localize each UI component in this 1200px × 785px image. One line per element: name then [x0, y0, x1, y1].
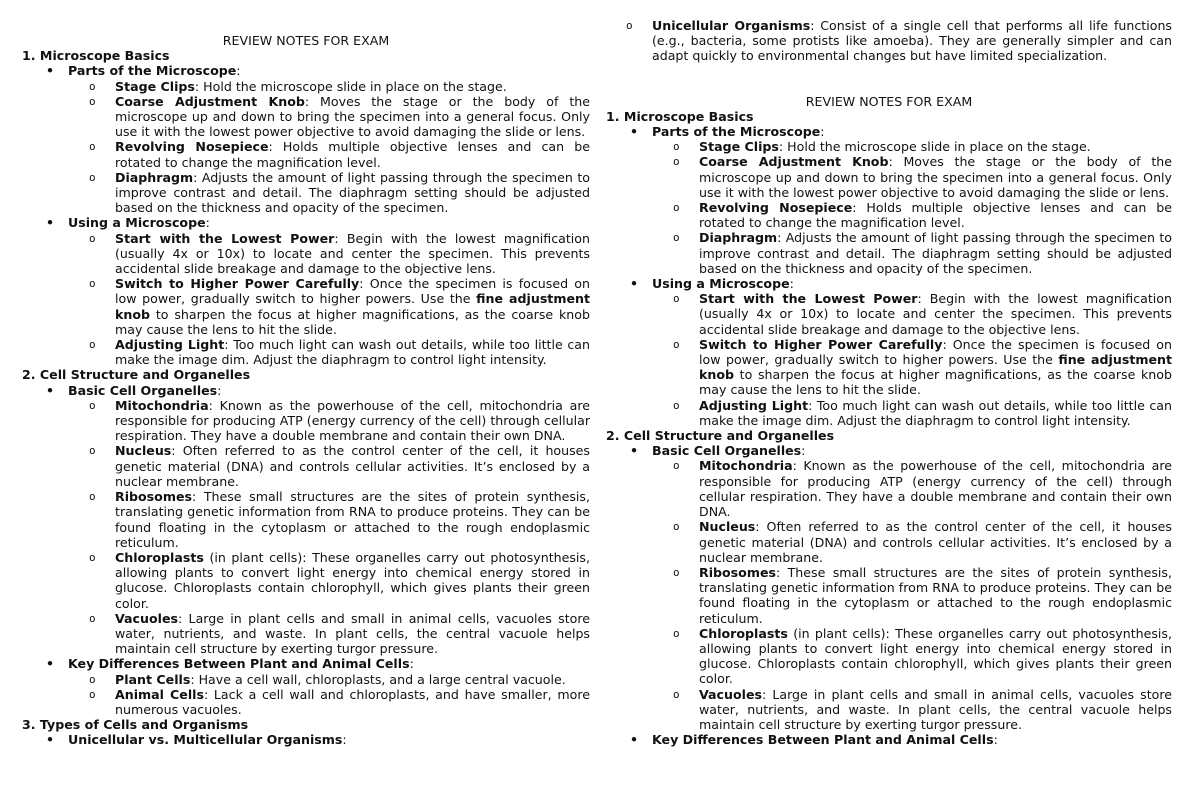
- list-item: [68, 170, 590, 216]
- definition: : Known as the powerhouse of the cell, mitochondria are responsible for producing ATP (energy currency of the cell) through cellular respiration. They have a double membrane and contain their own DNA.: [699, 458, 1172, 520]
- term: Start with the Lowest Power: [115, 230, 335, 246]
- list-item: [68, 550, 590, 611]
- term: Ribosomes: [115, 489, 192, 505]
- term: Adjusting Light: [699, 397, 809, 413]
- term-inline: fine adjustment knob: [699, 352, 1172, 383]
- term: Chloroplasts: [699, 625, 788, 641]
- list-item: [606, 276, 1172, 428]
- definition: : Hold the microscope slide in place on the stage.: [194, 78, 507, 94]
- subheading: Basic Cell Organelles: [68, 382, 218, 398]
- subheading: Key Differences Between Plant and Animal Cells: [652, 732, 994, 748]
- bullet-list: [22, 63, 590, 367]
- bullet-list: [606, 124, 1172, 428]
- list-item: [652, 565, 1172, 626]
- section-heading: 2. Cell Structure and Organelles: [606, 428, 835, 444]
- section-heading: 3. Types of Cells and Organisms: [22, 717, 249, 733]
- list-item: [652, 230, 1172, 276]
- definition: : Adjusts the amount of light passing through the specimen to improve contrast and detail. The diaphragm setting should be adjusted based on the thickness and opacity of the specimen.: [115, 169, 590, 216]
- subheading-punct: :: [801, 443, 806, 459]
- page-title: REVIEW NOTES FOR EXAM: [805, 93, 973, 109]
- term: Animal Cells: [115, 686, 204, 702]
- list-item: [606, 732, 1172, 747]
- definition: (in plant cells): These organelles carry out photosynthesis, allowing plants to convert light energy into chemical energy stored in glucose. Chloroplasts contain chlorophyll, which gives plants their green color.: [115, 549, 590, 611]
- bullet-list: [22, 383, 590, 717]
- right-column: [606, 18, 1172, 747]
- term: Revolving Nosepiece: [699, 200, 853, 216]
- list-item: [606, 124, 1172, 276]
- term: Unicellular Organisms: [652, 18, 811, 33]
- sub-list: [68, 398, 590, 656]
- term: Vacuoles: [115, 610, 178, 626]
- term: Mitochondria: [115, 397, 209, 413]
- definition: : Too much light can wash out details, while too little can make the image dim. Adjust the diaphragm to control light intensity.: [699, 397, 1172, 428]
- section-microscope-basics: [22, 48, 590, 367]
- section-cell-types: [22, 717, 590, 747]
- sub-list: [652, 139, 1172, 276]
- definition: : These small structures are the sites of protein synthesis, translating genetic information from RNA to produce proteins. They can be found floating in the cytoplasm or attached to the rough endoplasmic reticulum.: [699, 564, 1172, 626]
- left-column: [22, 33, 590, 748]
- list-item: [68, 94, 590, 140]
- subheading: Key Differences Between Plant and Animal Cells: [68, 656, 410, 672]
- sub-list: [652, 291, 1172, 428]
- definition: (in plant cells): These organelles carry out photosynthesis, allowing plants to convert light energy into chemical energy stored in glucose. Chloroplasts contain chlorophyll, which gives plants their green color.: [699, 625, 1172, 687]
- list-item: [652, 337, 1172, 398]
- term: Adjusting Light: [115, 337, 225, 353]
- definition: : Holds multiple objective lenses and can be rotated to change the magnification level.: [115, 139, 590, 170]
- term: Vacuoles: [699, 686, 762, 702]
- list-item: [652, 458, 1172, 519]
- list-item: [606, 443, 1172, 732]
- definition: to sharpen the focus at higher magnifications, as the coarse knob may cause the lens to hit the slide.: [699, 367, 1172, 398]
- subheading: Parts of the Microscope: [652, 124, 821, 140]
- list-item: [22, 215, 590, 367]
- definition: : Holds multiple objective lenses and can be rotated to change the magnification level.: [699, 200, 1172, 231]
- list-item: [560, 18, 1172, 64]
- term-inline: fine adjustment knob: [115, 291, 590, 322]
- list-item: [652, 626, 1172, 687]
- subheading-punct: :: [409, 656, 414, 672]
- definition: : These small structures are the sites of protein synthesis, translating genetic information from RNA to produce proteins. They can be found floating in the cytoplasm or attached to the rough endoplasmic reticulum.: [115, 489, 590, 550]
- subheading: Parts of the Microscope: [68, 63, 237, 79]
- section-heading: 2. Cell Structure and Organelles: [22, 367, 251, 383]
- subheading-punct: :: [342, 732, 347, 748]
- term: Switch to Higher Power Carefully: [115, 276, 360, 292]
- subheading-punct: :: [205, 215, 210, 231]
- definition: : Lack a cell wall and chloroplasts, and have smaller, more numerous vacuoles.: [115, 686, 590, 717]
- section-cell-structure: [606, 428, 1172, 747]
- list-item: [22, 63, 590, 215]
- subheading: Unicellular vs. Multicellular Organisms: [68, 732, 343, 748]
- term: Coarse Adjustment Knob: [699, 154, 889, 170]
- term: Diaphragm: [699, 230, 778, 246]
- definition: : Consist of a single cell that performs all life functions (e.g., bacteria, some protists like amoeba). They are generally simpler and can adapt quickly to environmental changes but have limited specialization.: [652, 18, 1172, 64]
- definition: : Too much light can wash out details, while too little can make the image dim. Adjust the diaphragm to control light intensity.: [115, 337, 590, 368]
- subheading-punct: :: [993, 732, 998, 748]
- list-item: [22, 383, 590, 657]
- list-item: [68, 672, 590, 687]
- definition: : Often referred to as the control center of the cell, it houses genetic material (DNA) and controls cellular activities. It’s enclosed by a nuclear membrane.: [699, 519, 1172, 565]
- list-item: [68, 443, 590, 489]
- bullet-list: [22, 732, 590, 747]
- list-item: [68, 687, 590, 717]
- subheading-punct: :: [789, 276, 794, 292]
- list-item: [68, 276, 590, 337]
- list-item: [652, 519, 1172, 565]
- subheading-punct: :: [820, 124, 825, 140]
- definition: : Once the specimen is focused on low power, gradually switch to higher powers. Use the: [699, 336, 1172, 368]
- term: Stage Clips: [699, 139, 779, 155]
- section-cell-structure: [22, 367, 590, 717]
- list-item: [68, 139, 590, 169]
- sub-list: [560, 18, 1172, 64]
- term: Start with the Lowest Power: [699, 291, 918, 307]
- list-item: [652, 154, 1172, 200]
- definition: : Known as the powerhouse of the cell, mitochondria are responsible for producing ATP (energy currency of the cell) through cellular respiration. They have a double membrane and contain their own DNA.: [115, 397, 590, 444]
- list-item: [22, 732, 590, 747]
- sub-list: [652, 458, 1172, 732]
- definition: : Large in plant cells and small in animal cells, vacuoles store water, nutrients, and waste. In plant cells, the central vacuole helps maintain cell structure by exerting turgor pressure.: [699, 686, 1172, 732]
- list-item: [68, 398, 590, 444]
- term: Stage Clips: [115, 78, 195, 94]
- definition: : Often referred to as the control center of the cell, it houses genetic material (DNA) and controls cellular activities. It’s enclosed by a nuclear membrane.: [115, 443, 590, 489]
- list-item: [68, 337, 590, 367]
- term: Revolving Nosepiece: [115, 139, 269, 155]
- definition: : Begin with the lowest magnification (usually 4x or 10x) to locate and center the specimen. This prevents accidental slide breakage and damage to the objective lens.: [699, 291, 1172, 337]
- definition: : Moves the stage or the body of the microscope up and down to bring the specimen into a general focus. Only use it with the lowest power objective to avoid damaging the slide or lens.: [115, 93, 591, 140]
- definition: : Once the specimen is focused on low power, gradually switch to higher powers. Use the: [115, 276, 590, 307]
- definition: : Have a cell wall, chloroplasts, and a large central vacuole.: [190, 671, 566, 687]
- term: Switch to Higher Power Carefully: [699, 336, 943, 352]
- continued-item: [606, 18, 1172, 64]
- term: Coarse Adjustment Knob: [115, 93, 305, 109]
- list-item: [652, 687, 1172, 733]
- term: Chloroplasts: [115, 549, 204, 565]
- sub-list: [68, 231, 590, 368]
- list-item: [652, 200, 1172, 230]
- list-item: [652, 139, 1172, 154]
- term: Nucleus: [699, 519, 756, 535]
- list-item: [652, 291, 1172, 337]
- section-microscope-basics: [606, 109, 1172, 428]
- subheading: Using a Microscope: [68, 215, 206, 231]
- term: Ribosomes: [699, 564, 776, 580]
- section-heading: 1. Microscope Basics: [606, 108, 754, 124]
- list-item: [22, 656, 590, 717]
- list-item: [68, 231, 590, 277]
- sub-list: [68, 79, 590, 216]
- definition: : Hold the microscope slide in place on the stage.: [778, 139, 1091, 155]
- term: Diaphragm: [115, 169, 194, 185]
- section-heading: 1. Microscope Basics: [22, 48, 170, 64]
- subheading: Using a Microscope: [652, 276, 790, 292]
- page-title: REVIEW NOTES FOR EXAM: [222, 33, 390, 48]
- subheading-punct: :: [217, 382, 222, 398]
- list-item: [68, 79, 590, 94]
- list-item: [68, 611, 590, 657]
- subheading: Basic Cell Organelles: [652, 443, 802, 459]
- sub-list: [68, 672, 590, 718]
- term: Mitochondria: [699, 458, 793, 474]
- term: Plant Cells: [115, 671, 191, 687]
- definition: : Large in plant cells and small in animal cells, vacuoles store water, nutrients, and waste. In plant cells, the central vacuole helps maintain cell structure by exerting turgor pressure.: [115, 610, 590, 657]
- definition: : Begin with the lowest magnification (usually 4x or 10x) to locate and center the specimen. This prevents accidental slide breakage and damage to the objective lens.: [115, 230, 590, 277]
- list-item: [652, 398, 1172, 428]
- definition: to sharpen the focus at higher magnifications, as the coarse knob may cause the lens to hit the slide.: [115, 306, 590, 337]
- subheading-punct: :: [236, 63, 241, 79]
- definition: : Moves the stage or the body of the microscope up and down to bring the specimen into a general focus. Only use it with the lowest power objective to avoid damaging the slide or lens.: [699, 154, 1173, 200]
- list-item: [68, 489, 590, 550]
- term: Nucleus: [115, 443, 172, 459]
- definition: : Adjusts the amount of light passing through the specimen to improve contrast and detail. The diaphragm setting should be adjusted based on the thickness and opacity of the specimen.: [699, 230, 1172, 276]
- bullet-list: [606, 443, 1172, 747]
